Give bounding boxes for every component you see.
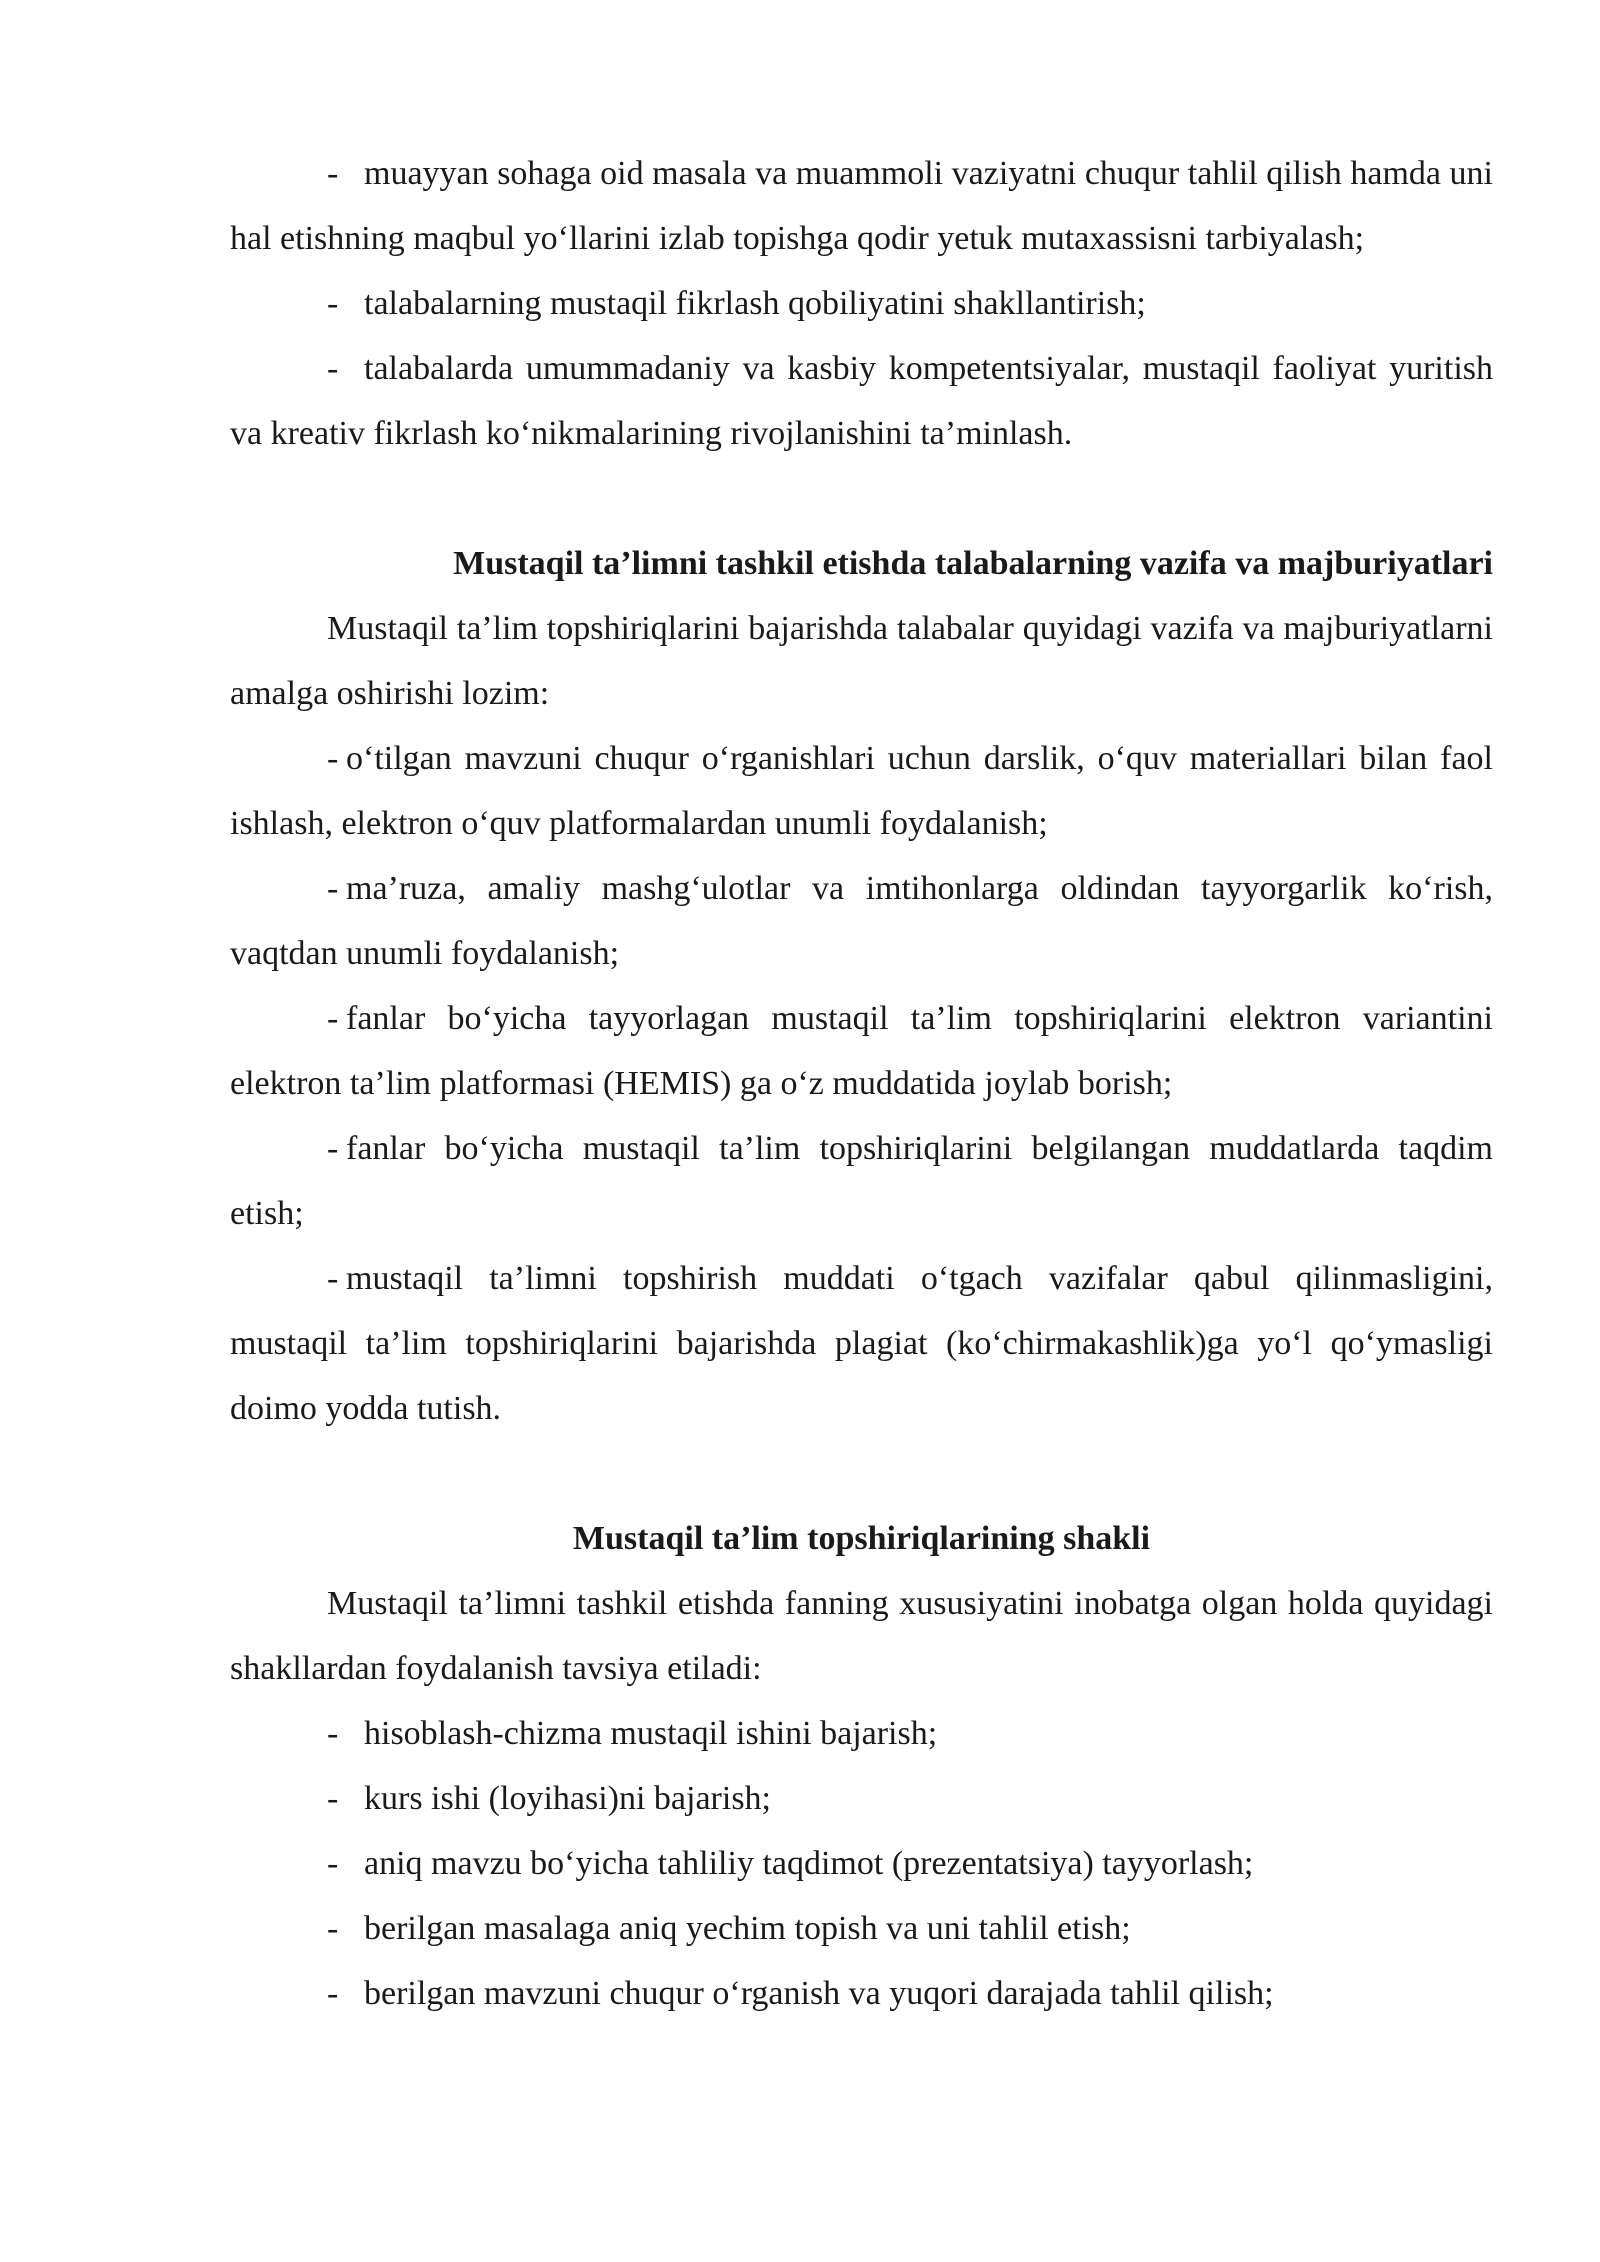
form-list-item: - berilgan masalaga aniq yechim topish va uni tahlil etish;: [230, 1896, 1493, 1961]
form-list-item: - berilgan mavzuni chuqur o‘rganish va yuqori darajada tahlil qilish;: [230, 1961, 1493, 2026]
list-dash: -: [327, 1260, 339, 1297]
duty-list-item: - ma’ruza, amaliy mashg‘ulotlar va imtihonlarga oldindan tayyorgarlik ko‘rish, vaqtdan unumli foydalanish;: [230, 856, 1493, 986]
intro-list-item: - muayyan sohaga oid masala va muammoli vaziyatni chuqur tahlil qilish hamda uni hal etishning maqbul yo‘llarini izlab topishga qodir yetuk mutaxassisni tarbiyalash;: [230, 141, 1493, 271]
list-dash: -: [327, 1780, 339, 1817]
duty-list-item: - fanlar bo‘yicha mustaqil ta’lim topshiriqlarini belgilangan muddatlarda taqdim etish;: [230, 1116, 1493, 1246]
form-list-item: - hisoblash-chizma mustaqil ishini bajarish;: [230, 1701, 1493, 1766]
section-heading-forms: Mustaqil ta’lim topshiriqlarining shakli: [572, 1520, 1151, 1557]
duty-list-item: - fanlar bo‘yicha tayyorlagan mustaqil ta’lim topshiriqlarini elektron variantini elektron ta’lim platformasi (HEMIS) ga o‘z muddatida joylab borish;: [230, 986, 1493, 1116]
section-intro-duties: Mustaqil ta’lim topshiriqlarini bajarishda talabalar quyidagi vazifa va majburiyatlarni amalga oshirishi lozim:: [230, 610, 1493, 712]
intro-list-item: - talabalarning mustaqil fikrlash qobiliyatini shakllantirish;: [230, 271, 1493, 336]
section-heading-duties: Mustaqil ta’limni tashkil etishda talabalarning vazifa va majburiyatlari: [453, 545, 1493, 582]
list-dash: -: [327, 155, 339, 192]
form-list-item: - kurs ishi (loyihasi)ni bajarish;: [230, 1766, 1493, 1831]
duty-list-item: - mustaqil ta’limni topshirish muddati o‘tgach vazifalar qabul qilinmasligini, mustaqil ta’lim topshiriqlarini bajarishda plagiat (ko‘chirmakashlik)ga yo‘l qo‘ymasligi doimo yodda tutish.: [230, 1246, 1493, 1441]
list-dash: -: [327, 285, 339, 322]
list-dash: -: [327, 1715, 339, 1752]
document-page: [230, 141, 1493, 2026]
list-dash: -: [327, 1130, 339, 1167]
section-intro-forms: Mustaqil ta’limni tashkil etishda fanning xususiyatini inobatga olgan holda quyidagi shakllardan foydalanish tavsiya etiladi:: [230, 1585, 1493, 1687]
list-dash: -: [327, 870, 339, 907]
list-dash: -: [327, 1845, 339, 1882]
intro-list-item: - talabalarda umummadaniy va kasbiy kompetentsiyalar, mustaqil faoliyat yuritish va kreativ fikrlash ko‘nikmalarining rivojlanishini ta’minlash.: [230, 336, 1493, 466]
list-dash: -: [327, 1000, 339, 1037]
list-dash: -: [327, 350, 339, 387]
list-dash: -: [327, 1975, 339, 2012]
duty-list-item: - o‘tilgan mavzuni chuqur o‘rganishlari uchun darslik, o‘quv materiallari bilan faol ishlash, elektron o‘quv platformalardan unumli foydalanish;: [230, 726, 1493, 856]
list-dash: -: [327, 740, 339, 777]
form-list-item: - aniq mavzu bo‘yicha tahliliy taqdimot (prezentatsiya) tayyorlash;: [230, 1831, 1493, 1896]
list-dash: -: [327, 1910, 339, 1947]
